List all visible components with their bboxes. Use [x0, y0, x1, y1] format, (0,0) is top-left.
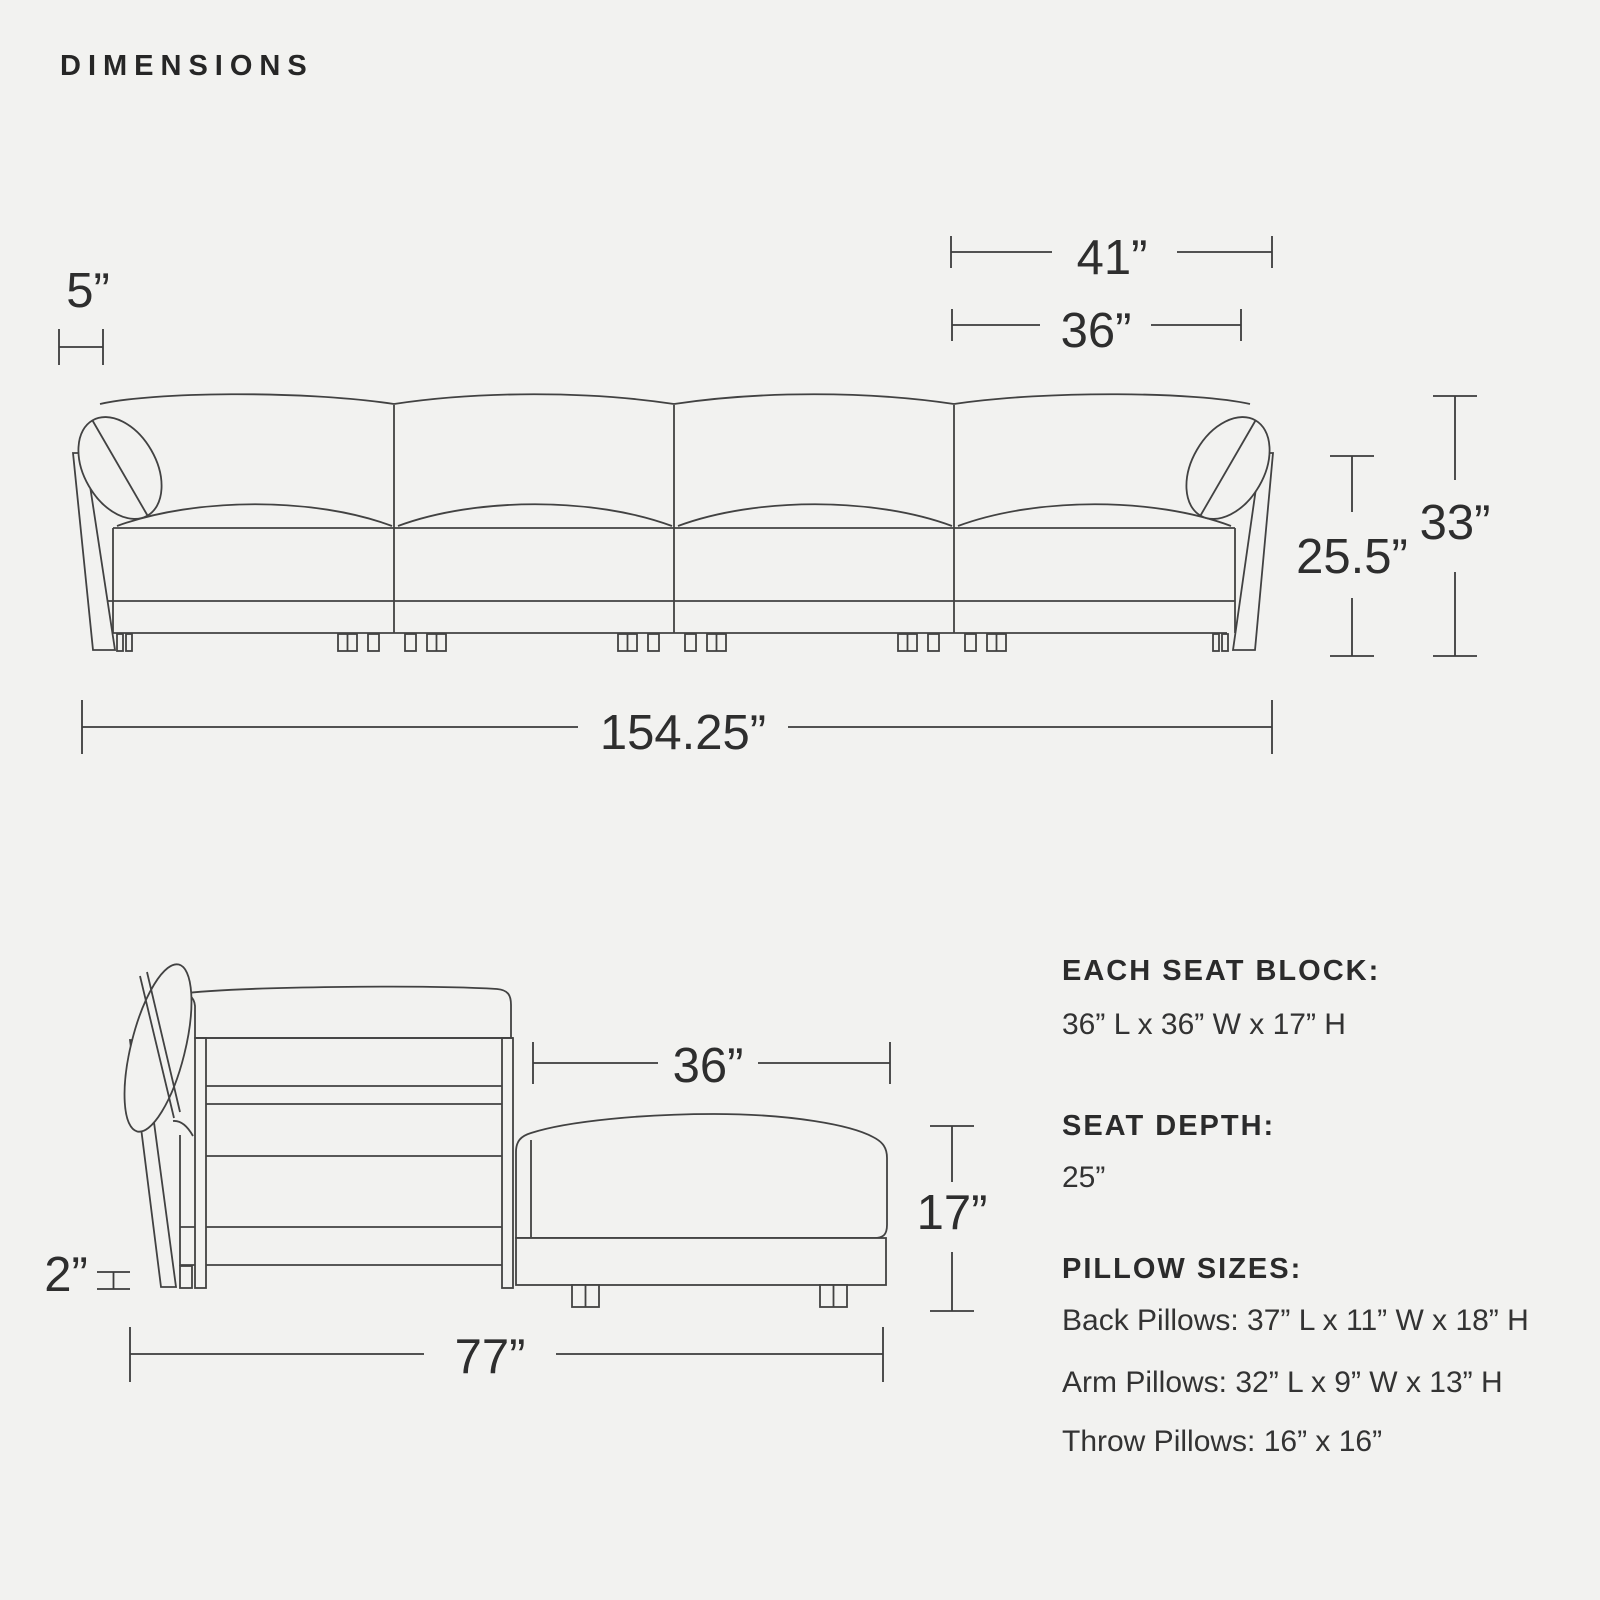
sofa-side-view-drawing [111, 958, 887, 1307]
side-seat-legs [572, 1285, 847, 1307]
dim-seat-block-length [533, 1039, 890, 1093]
dim-overall-depth [130, 1327, 883, 1384]
side-seat-base [516, 1238, 886, 1285]
dim-seat-block-width [952, 304, 1241, 358]
dim-seat-block-length-label: 36” [672, 1039, 744, 1093]
side-frame-rails [195, 1038, 513, 1265]
side-back-cushion [178, 987, 511, 1038]
side-frame-right-post [502, 1038, 513, 1288]
dim-seat-block-height-label: 17” [916, 1186, 988, 1240]
page-title: DIMENSIONS [60, 50, 314, 82]
dim-overall-height-label: 33” [1419, 496, 1491, 550]
spec-line-seat-block-size: 36” L x 36” W x 17” H [1062, 1008, 1346, 1041]
spec-heading-each-seat-block: EACH SEAT BLOCK: [1062, 955, 1381, 987]
side-back-frame [195, 1038, 513, 1288]
side-seat-cushion [516, 1114, 887, 1238]
front-back-top-outline [100, 394, 1250, 404]
dim-overall-height [1420, 396, 1491, 656]
dim-end-seat-with-arm [951, 231, 1272, 285]
dim-seat-back-height-label: 25.5” [1296, 530, 1408, 584]
dim-seat-back-height [1296, 456, 1408, 656]
spec-line-throw-pillows: Throw Pillows: 16” x 16” [1062, 1425, 1383, 1458]
front-legs [117, 634, 1228, 651]
dim-leg-height [44, 1248, 130, 1302]
side-arm-pillow [111, 958, 205, 1138]
dim-overall-width [82, 700, 1272, 760]
dim-leg-height-label: 2” [44, 1248, 88, 1302]
spec-line-arm-pillows: Arm Pillows: 32” L x 9” W x 13” H [1062, 1366, 1503, 1399]
spec-line-back-pillows: Back Pillows: 37” L x 11” W x 18” H [1062, 1304, 1529, 1337]
side-frame-left-post [195, 1038, 206, 1288]
dim-seat-block-height [917, 1126, 988, 1311]
side-seat-side-panel [173, 1121, 195, 1288]
sofa-front-view-drawing [61, 394, 1286, 651]
dim-arm-width-label: 5” [66, 264, 110, 318]
dim-end-seat-with-arm-label: 41” [1076, 231, 1148, 285]
dim-seat-block-width-label: 36” [1060, 304, 1132, 358]
spec-line-seat-depth-value: 25” [1062, 1161, 1106, 1194]
dim-overall-width-label: 154.25” [599, 706, 767, 760]
spec-heading-seat-depth: SEAT DEPTH: [1062, 1110, 1276, 1142]
dim-arm-width [59, 264, 110, 365]
front-seam-lines [394, 405, 954, 633]
dim-overall-depth-label: 77” [454, 1330, 526, 1384]
front-view-dimensions [59, 231, 1490, 760]
side-seat-block [516, 1114, 887, 1307]
spec-heading-pillow-sizes: PILLOW SIZES: [1062, 1253, 1303, 1285]
